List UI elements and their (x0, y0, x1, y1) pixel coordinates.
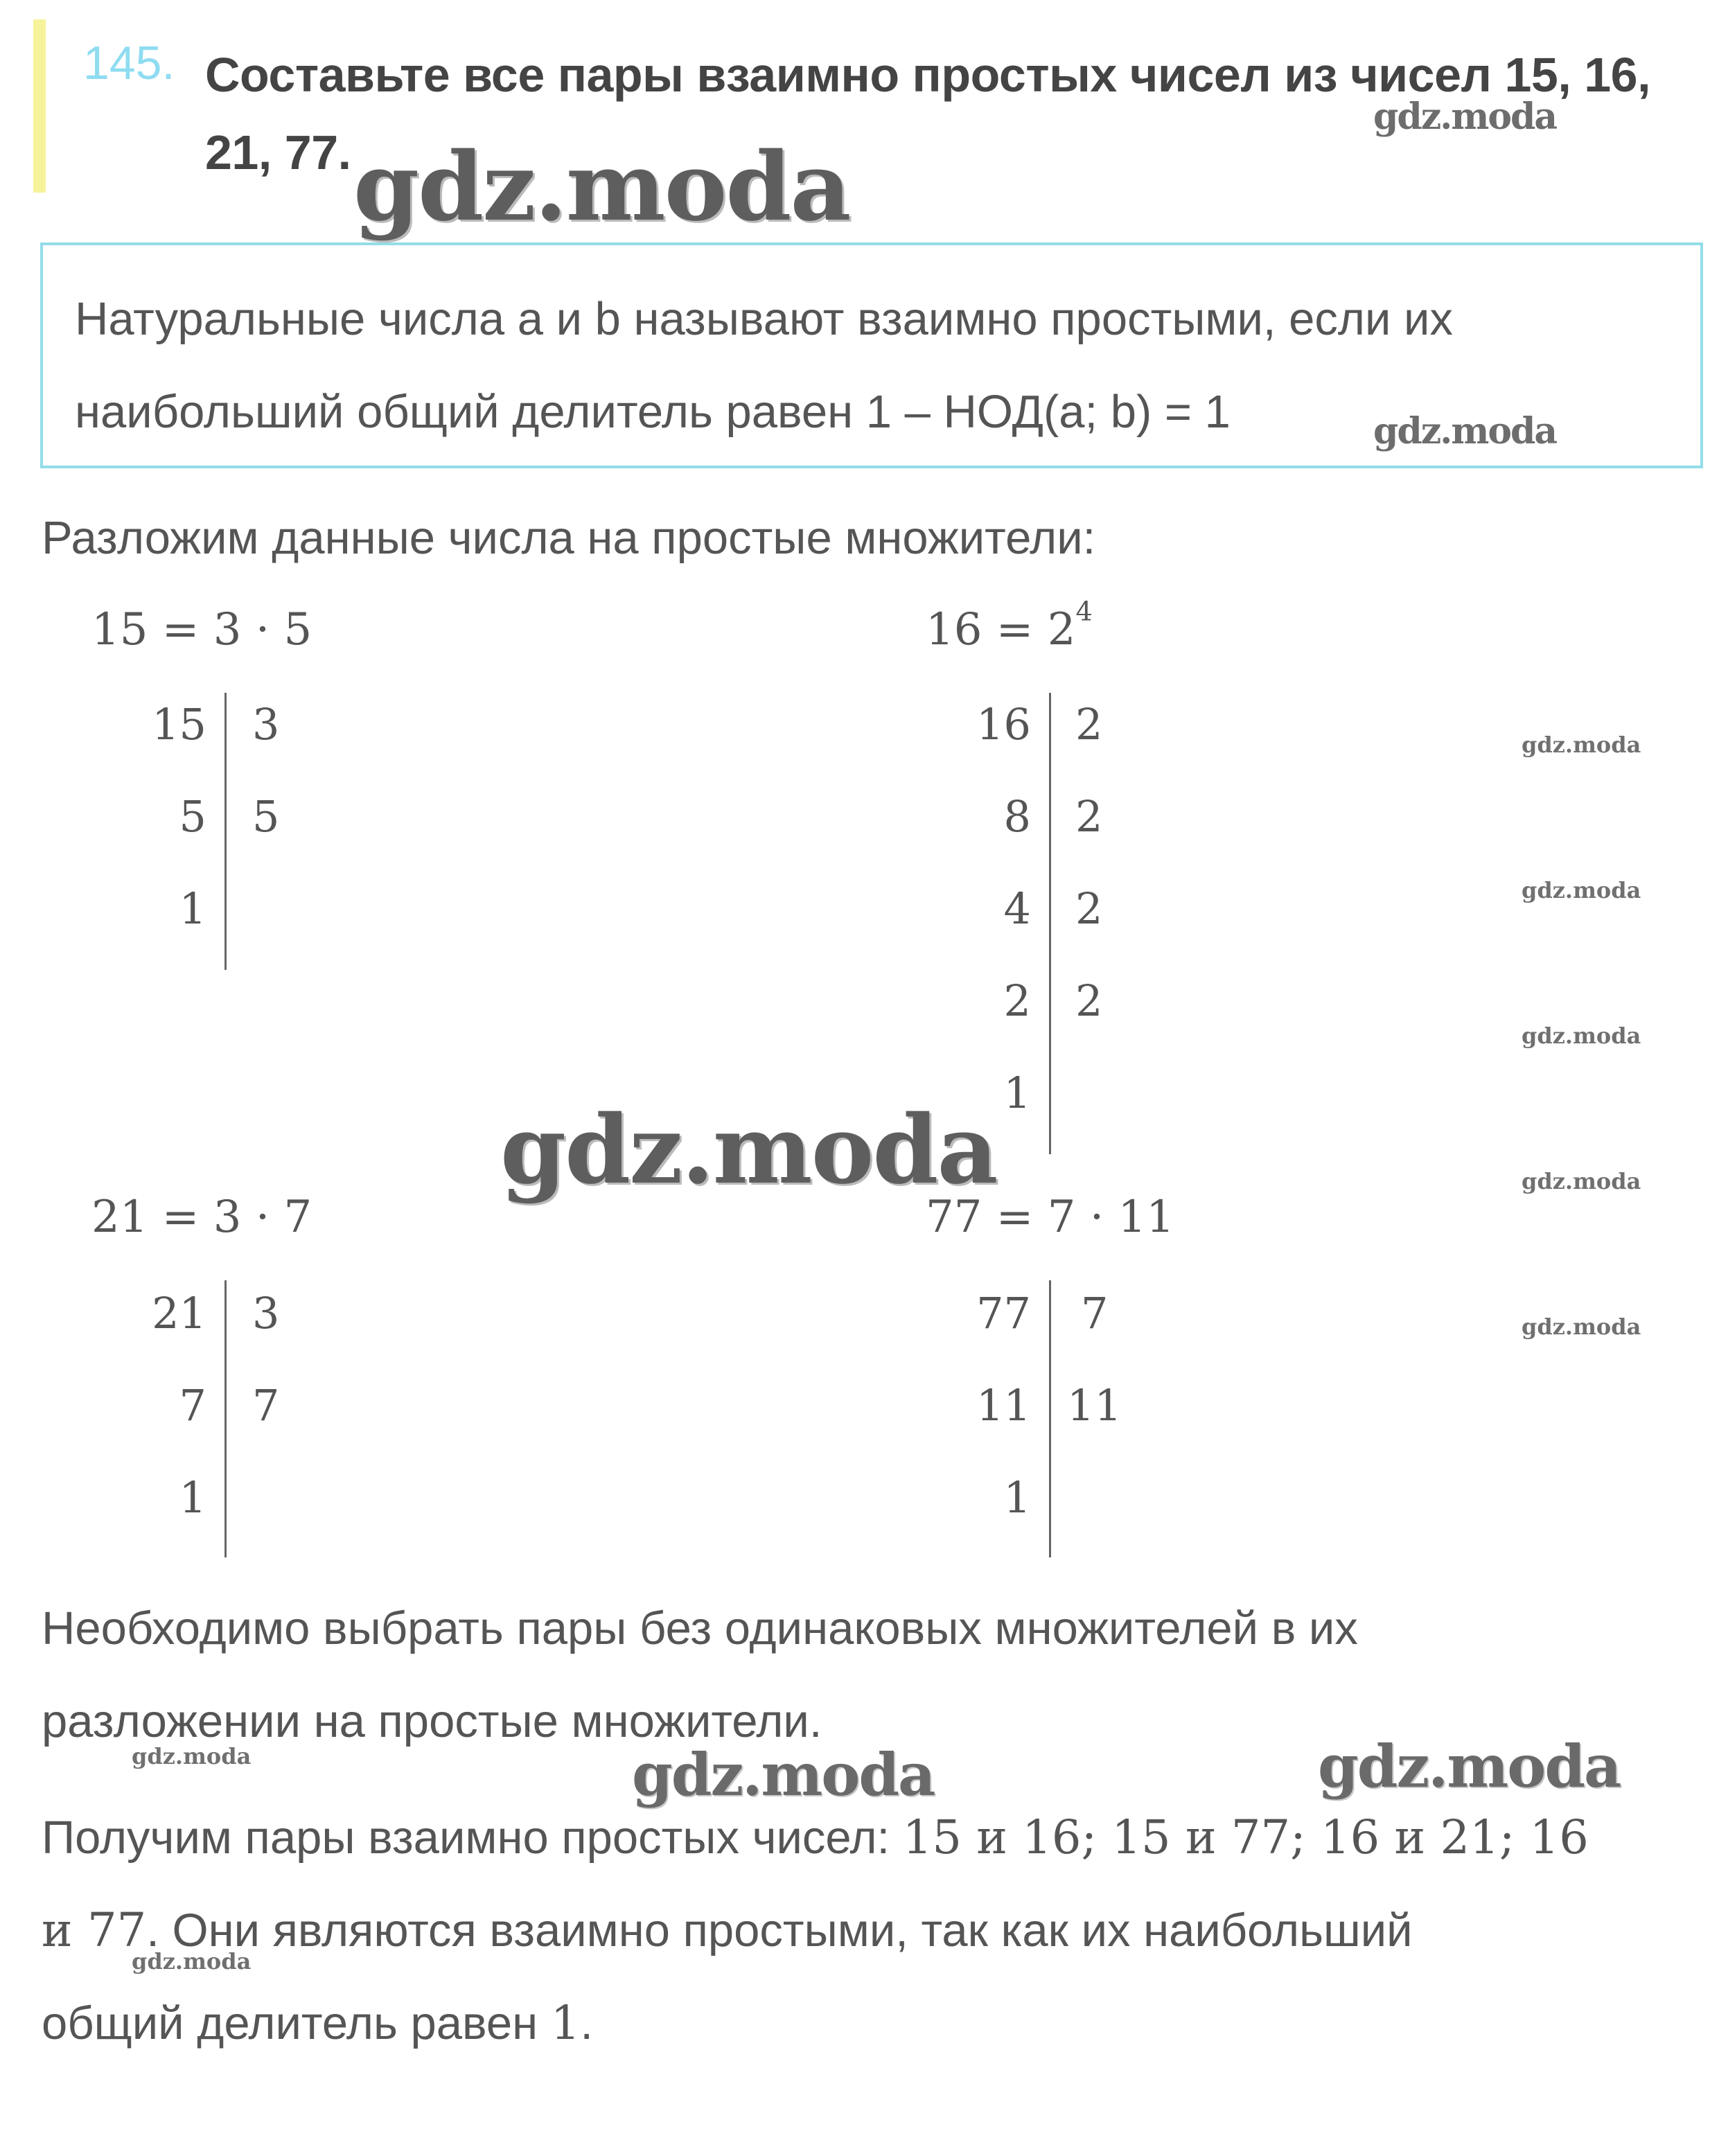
divisor-cell: 3 (252, 1288, 280, 1338)
number-cell: 21 (152, 1288, 206, 1338)
conclusion-line-1: Необходимо выбрать пары без одинаковых множителей в их (42, 1602, 1358, 1654)
factor-divider-16 (1049, 693, 1051, 1154)
answer-line3-suffix: . (580, 1997, 593, 2049)
divisor-cell: 11 (1067, 1380, 1122, 1431)
watermark-logo: gdz.moda (1318, 1732, 1621, 1801)
divisor-cell: 7 (1081, 1288, 1109, 1338)
number-cell: 11 (976, 1380, 1031, 1431)
equation-77: 77 = 7 · 11 (926, 1192, 1174, 1243)
task-number: 145. (83, 37, 175, 89)
definition-text: Натуральные числа a и b называют взаимно простыми, если их наибольший общий делитель равен 1 – НОД(a; b) = 1 (75, 293, 1453, 438)
divisor-cell: 7 (252, 1380, 280, 1431)
number-cell: 7 (179, 1380, 206, 1431)
equation-21: 21 = 3 · 7 (91, 1192, 312, 1243)
watermark-logo: gdz.moda (1522, 1168, 1641, 1194)
divisor-cell: 2 (1075, 699, 1103, 750)
number-cell: 8 (1003, 791, 1031, 842)
number-cell: 5 (179, 791, 206, 842)
task-accent-bar (33, 19, 46, 193)
task-text: Составьте все пары взаимно простых чисел из чисел 15, 16, 21, 77. (205, 48, 1651, 179)
factor-divider-21 (224, 1280, 227, 1557)
conclusion-line-2: разложении на простые множители. (42, 1695, 822, 1747)
divisor-cell: 2 (1075, 791, 1103, 842)
divisor-cell: 3 (252, 699, 280, 750)
number-cell: 1 (1003, 1068, 1031, 1118)
intro-text: Разложим данные числа на простые множители: (42, 512, 1096, 564)
factor-divider-15 (224, 693, 227, 970)
watermark-logo: gdz.moda (1373, 410, 1557, 452)
divisor-cell: 2 (1075, 883, 1103, 934)
answer-line3-number: 1 (550, 1996, 581, 2050)
answer-suffix: . Они являются взаимно простыми, так как их наибольший (146, 1905, 1413, 1956)
equation-15: 15 = 3 · 5 (91, 604, 312, 655)
answer-prefix: Получим пары взаимно простых чисел: (42, 1812, 903, 1864)
watermark-logo: gdz.moda (500, 1095, 997, 1205)
number-cell: 1 (1003, 1472, 1031, 1523)
watermark-logo: gdz.moda (1522, 1314, 1641, 1340)
divisor-cell: 2 (1075, 975, 1103, 1026)
watermark-logo: gdz.moda (132, 1743, 252, 1769)
number-cell: 1 (179, 883, 206, 934)
watermark-logo: gdz.moda (1373, 96, 1557, 138)
answer-line3-prefix: общий делитель равен (42, 1997, 551, 2049)
divisor-cell: 5 (252, 791, 280, 842)
watermark-logo: gdz.moda (353, 132, 850, 242)
equation-16 (926, 596, 1093, 655)
answer-line-3 (42, 1977, 593, 2070)
watermark-logo: gdz.moda (1522, 732, 1641, 758)
watermark-logo: gdz.moda (1522, 1023, 1641, 1049)
watermark-logo: gdz.moda (632, 1740, 935, 1809)
equation-16-base: 16 = 2 (926, 604, 1076, 655)
number-cell: 1 (179, 1472, 206, 1523)
number-cell: 15 (152, 699, 206, 750)
factor-divider-77 (1049, 1280, 1051, 1557)
number-cell: 77 (976, 1288, 1031, 1338)
number-cell: 16 (976, 699, 1031, 750)
watermark-logo: gdz.moda (132, 1948, 252, 1974)
watermark-logo: gdz.moda (1522, 877, 1641, 903)
answer-pairs-2: и 77 (42, 1903, 147, 1957)
equation-16-exponent: 4 (1075, 596, 1093, 628)
answer-pairs-1: 15 и 16; 15 и 77; 16 и 21; 16 (902, 1810, 1589, 1864)
number-cell: 4 (1003, 883, 1031, 934)
number-cell: 2 (1003, 975, 1031, 1026)
